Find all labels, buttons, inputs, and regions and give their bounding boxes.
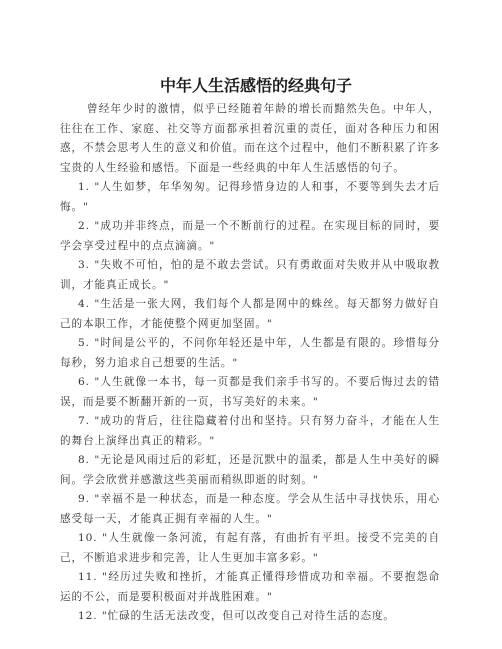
list-item: 9. "幸福不是一种状态，而是一种态度。学会从生活中寻找快乐，用心感受每一天，才能真正拥有幸福的人生。" — [60, 493, 440, 525]
list-item: 7. "成功的背后，往往隐藏着付出和坚持。只有努力奋斗，才能在人生的舞台上演绎出真正的精彩。" — [60, 415, 440, 447]
list-item: 11. "经历过失败和挫折，才能真正懂得珍惜成功和幸福。不要抱怨命运的不公，而是要积极面对并战胜困难。" — [60, 571, 440, 603]
list-item: 4. "生活是一张大网，我们每个人都是网中的蛛丝。每天都努力做好自己的本职工作，才能使整个网更加坚固。" — [60, 298, 440, 330]
document-body — [60, 100, 440, 627]
list-item: 1. "人生如梦，年华匆匆。记得珍惜身边的人和事，不要等到失去才后悔。" — [60, 181, 440, 213]
list-item: 12. "忙碌的生活无法改变，但可以改变自己对待生活的态度。 — [78, 610, 395, 622]
list-item: 6. "人生就像一本书，每一页都是我们亲手书写的。不要后悔过去的错误，而是要不断翻开新的一页，书写美好的未来。" — [60, 376, 440, 408]
list-item: 8. "无论是风雨过后的彩虹，还是沉默中的温柔，都是人生中美好的瞬间。学会欣赏并感激这些美丽而稍纵即逝的时刻。" — [60, 454, 440, 486]
list-item: 3. "失败不可怕，怕的是不敢去尝试。只有勇敢面对失败并从中吸取教训，才能真正成长。" — [60, 259, 440, 291]
list-item: 2. "成功并非终点，而是一个不断前行的过程。在实现目标的同时，要学会享受过程中的点点滴滴。" — [60, 220, 440, 252]
list-item: 10. "人生就像一条河流，有起有落，有曲折有平坦。接受不完美的自己，不断追求进步和完善，让人生更加丰富多彩。" — [60, 532, 440, 564]
list-item: 5. "时间是公平的，不问你年轻还是中年，人生都是有限的。珍惜每分每秒，努力追求自己想要的生活。" — [60, 337, 440, 369]
document-title: 中年人生活感悟的经典句子 — [160, 76, 353, 95]
intro-paragraph: 曾经年少时的激情，似乎已经随着年龄的增长而黯然失色。中年人，往往在工作、家庭、社交等方面都承担着沉重的责任，面对各种压力和困惑，不禁会思考人生的意义和价值。而在这个过程中，他们不断积累了许多宝贵的人生经验和感悟。下面是一些经典的中年人生活感悟的句子。 — [60, 103, 440, 174]
